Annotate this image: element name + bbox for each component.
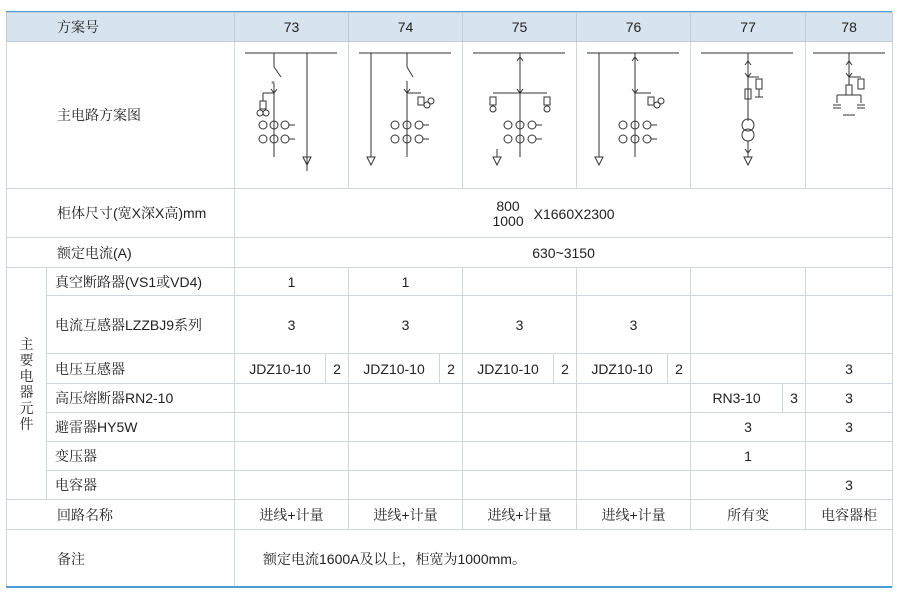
width-top: 800 <box>496 197 520 214</box>
circuit-diagram-icon <box>465 45 575 185</box>
diagram-77 <box>691 42 806 189</box>
vt-model-76: JDZ10-10 <box>577 354 668 384</box>
main-components-label: 主要电器元件 <box>7 268 47 500</box>
diagram-76 <box>577 42 691 189</box>
fuse-label: 高压熔断器RN2-10 <box>47 384 235 413</box>
rated-current-value: 630~3150 <box>235 238 893 268</box>
transformer-label: 变压器 <box>47 442 235 471</box>
arrester-77: 3 <box>691 413 806 442</box>
scheme-no-74: 74 <box>349 13 463 42</box>
vt-count-73: 2 <box>326 354 349 384</box>
diagram-75 <box>463 42 577 189</box>
circuit-diagram-icon <box>351 45 461 185</box>
current-transformer-label: 电流互感器LZZBJ9系列 <box>47 296 235 354</box>
fuse-76 <box>577 384 691 413</box>
fuse-73 <box>235 384 349 413</box>
arrester-74 <box>349 413 463 442</box>
vt-count-76: 2 <box>668 354 691 384</box>
circuit-diagram-icon <box>693 45 803 185</box>
arrester-label: 避雷器HY5W <box>47 413 235 442</box>
bottom-rule <box>6 586 892 588</box>
fuse-74 <box>349 384 463 413</box>
svg-text:×: × <box>270 80 275 87</box>
vacuum-breaker-76 <box>577 268 691 296</box>
circuit-diagram-icon <box>237 45 347 185</box>
transformer-74 <box>349 442 463 471</box>
vacuum-breaker-row <box>7 268 893 296</box>
transformer-78 <box>806 442 893 471</box>
vt-count-74: 2 <box>440 354 463 384</box>
circuit-name-label: 回路名称 <box>7 500 235 530</box>
remarks-row <box>7 530 893 588</box>
circuit-name-73: 进线+计量 <box>235 500 349 530</box>
capacitor-row <box>7 471 893 500</box>
rated-current-row <box>7 238 893 268</box>
fuse-78: 3 <box>806 384 893 413</box>
vacuum-breaker-77 <box>691 268 806 296</box>
circuit-diagram-icon <box>579 45 689 185</box>
vt-78: 3 <box>806 354 893 384</box>
dimension-value <box>235 189 893 238</box>
circuit-name-row <box>7 500 893 530</box>
fuse-count-77: 3 <box>783 384 806 413</box>
arrester-row <box>7 413 893 442</box>
current-transformer-77 <box>691 296 806 354</box>
diagram-row-label: 主电路方案图 <box>7 42 235 189</box>
current-transformer-75: 3 <box>463 296 577 354</box>
circuit-name-74: 进线+计量 <box>349 500 463 530</box>
diagram-73 <box>235 42 349 189</box>
vacuum-breaker-78 <box>806 268 893 296</box>
rated-current-label: 额定电流(A) <box>7 238 235 268</box>
fuse-row <box>7 384 893 413</box>
dimension-label: 柜体尺寸(宽X深X高)mm <box>7 189 235 238</box>
current-transformer-76: 3 <box>577 296 691 354</box>
spec-table <box>6 12 893 588</box>
vt-count-75: 2 <box>554 354 577 384</box>
capacitor-74 <box>349 471 463 500</box>
capacitor-75 <box>463 471 577 500</box>
capacitor-label: 电容器 <box>47 471 235 500</box>
scheme-no-78: 78 <box>806 13 893 42</box>
vacuum-breaker-73: 1 <box>235 268 349 296</box>
scheme-no-77: 77 <box>691 13 806 42</box>
current-transformer-row <box>7 296 893 354</box>
vacuum-breaker-75 <box>463 268 577 296</box>
vt-77 <box>691 354 806 384</box>
vt-model-73: JDZ10-10 <box>235 354 326 384</box>
vacuum-breaker-74: 1 <box>349 268 463 296</box>
scheme-no-label: 方案号 <box>7 13 235 42</box>
diagram-row <box>7 42 893 189</box>
fuse-75 <box>463 384 577 413</box>
scheme-no-75: 75 <box>463 13 577 42</box>
dimension-rest: X1660X2300 <box>533 205 615 222</box>
current-transformer-74: 3 <box>349 296 463 354</box>
vt-model-74: JDZ10-10 <box>349 354 440 384</box>
voltage-transformer-label: 电压互感器 <box>47 354 235 384</box>
transformer-73 <box>235 442 349 471</box>
scheme-no-73: 73 <box>235 13 349 42</box>
arrester-76 <box>577 413 691 442</box>
circuit-name-76: 进线+计量 <box>577 500 691 530</box>
capacitor-78: 3 <box>806 471 893 500</box>
voltage-transformer-row <box>7 354 893 384</box>
arrester-73 <box>235 413 349 442</box>
vt-model-75: JDZ10-10 <box>463 354 554 384</box>
circuit-diagram-icon <box>807 45 891 185</box>
current-transformer-73: 3 <box>235 296 349 354</box>
circuit-name-78: 电容器柜 <box>806 500 893 530</box>
transformer-76 <box>577 442 691 471</box>
dimension-row <box>7 189 893 238</box>
arrester-75 <box>463 413 577 442</box>
diagram-74 <box>349 42 463 189</box>
diagram-78 <box>806 42 893 189</box>
current-transformer-78 <box>806 296 893 354</box>
circuit-name-75: 进线+计量 <box>463 500 577 530</box>
capacitor-73 <box>235 471 349 500</box>
fuse-model-77: RN3-10 <box>691 384 783 413</box>
remarks-label: 备注 <box>7 530 235 588</box>
circuit-name-77: 所有变 <box>691 500 806 530</box>
transformer-75 <box>463 442 577 471</box>
arrester-78: 3 <box>806 413 893 442</box>
scheme-no-76: 76 <box>577 13 691 42</box>
transformer-row <box>7 442 893 471</box>
header-row <box>7 13 893 42</box>
remarks-text: 额定电流1600A及以上，柜宽为1000mm。 <box>235 530 893 588</box>
width-bottom: 1000 <box>492 212 524 229</box>
capacitor-76 <box>577 471 691 500</box>
vacuum-breaker-label: 真空断路器(VS1或VD4) <box>47 268 235 296</box>
capacitor-77 <box>691 471 806 500</box>
transformer-77: 1 <box>691 442 806 471</box>
